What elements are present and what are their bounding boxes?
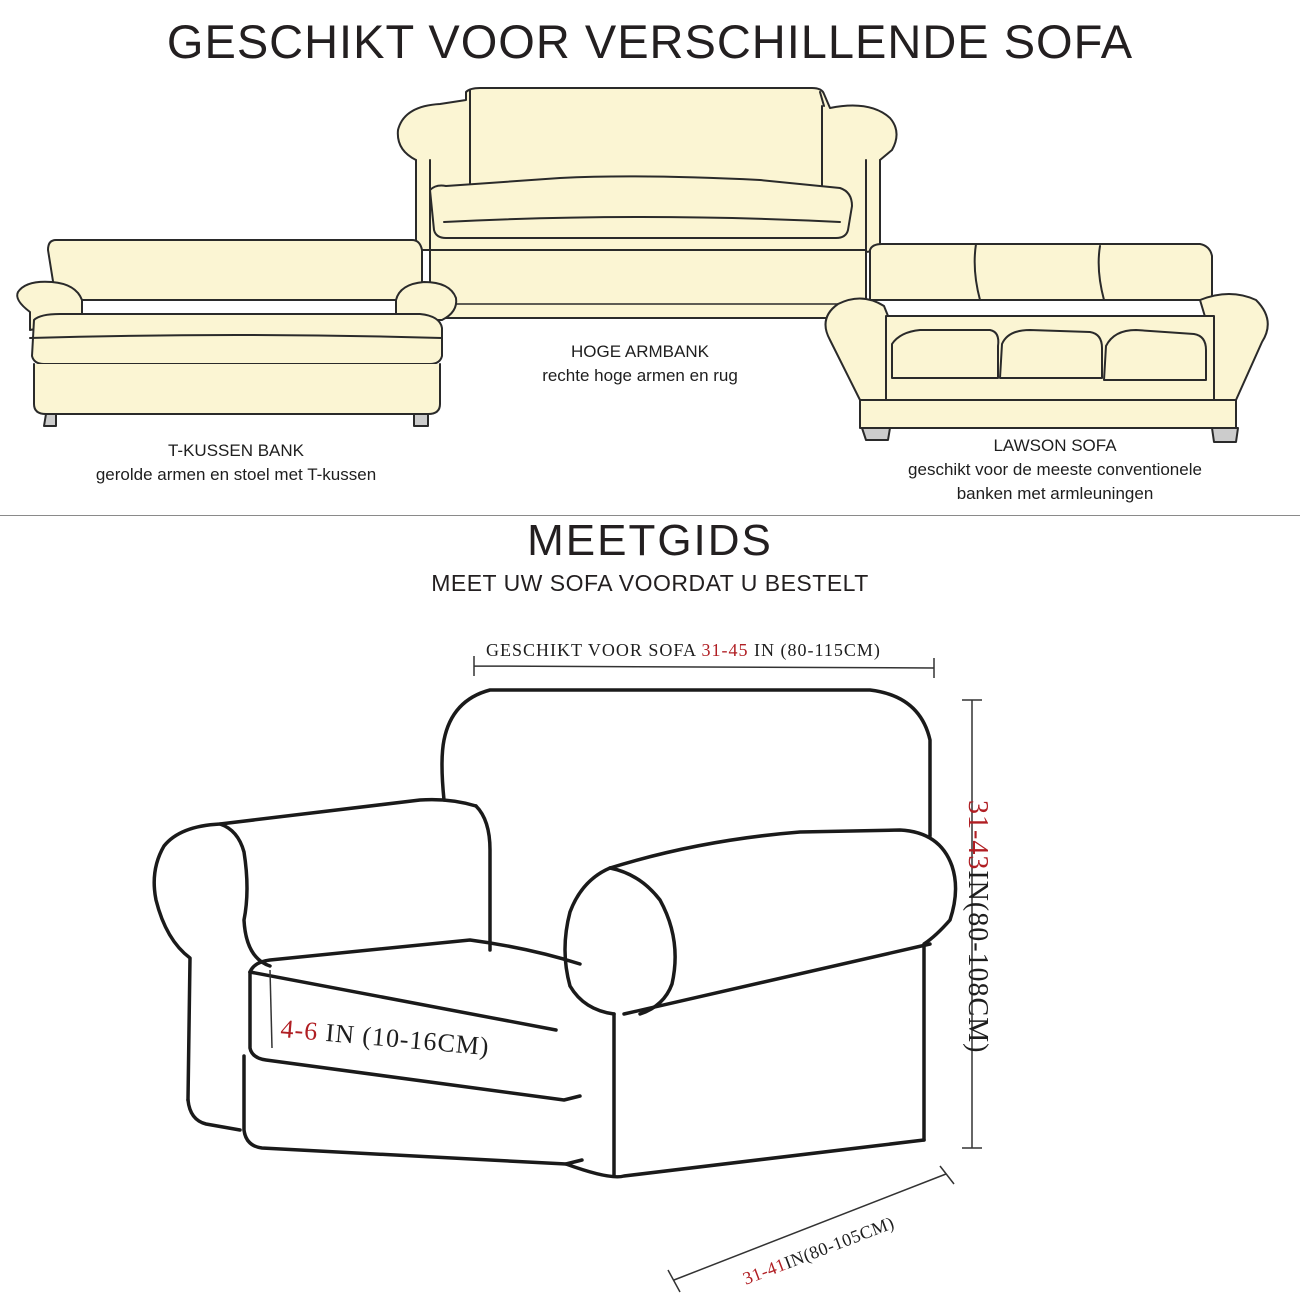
top-width-suffix: IN (80-115CM) [748,640,881,660]
top-width-prefix: GESCHIKT VOOR SOFA [486,640,702,660]
lawson-name: LAWSON SOFA [993,436,1117,455]
lawson-desc-line1: geschikt voor de meeste conventionele [908,460,1202,479]
cushion-suffix: IN (10-16CM) [317,1017,491,1062]
high-arm-desc: rechte hoge armen en rug [542,366,738,385]
top-width-value: 31-45 [701,640,749,660]
depth-suffix: IN(80-105CM) [781,1212,898,1273]
page-title: GESCHIKT VOOR VERSCHILLENDE SOFA [166,15,1134,68]
t-cushion-name: T-KUSSEN BANK [167,441,305,460]
t-cushion-desc: gerolde armen en stoel met T-kussen [95,465,377,484]
depth-value: 31-41 [740,1254,789,1289]
height-label [961,800,993,1053]
high-arm-name: HOGE ARMBANK [571,342,709,361]
cushion-value: 4-6 [279,1014,320,1047]
guide-title: MEETGIDS [527,516,773,565]
height-value: 31-43 [962,800,993,871]
guide-subtitle: MEET UW SOFA VOORDAT U BESTELT [431,570,869,596]
height-suffix: IN(80-108CM) [962,870,993,1054]
top-width-label [486,640,881,661]
lawson-desc-line2: banken met armleuningen [956,484,1154,503]
